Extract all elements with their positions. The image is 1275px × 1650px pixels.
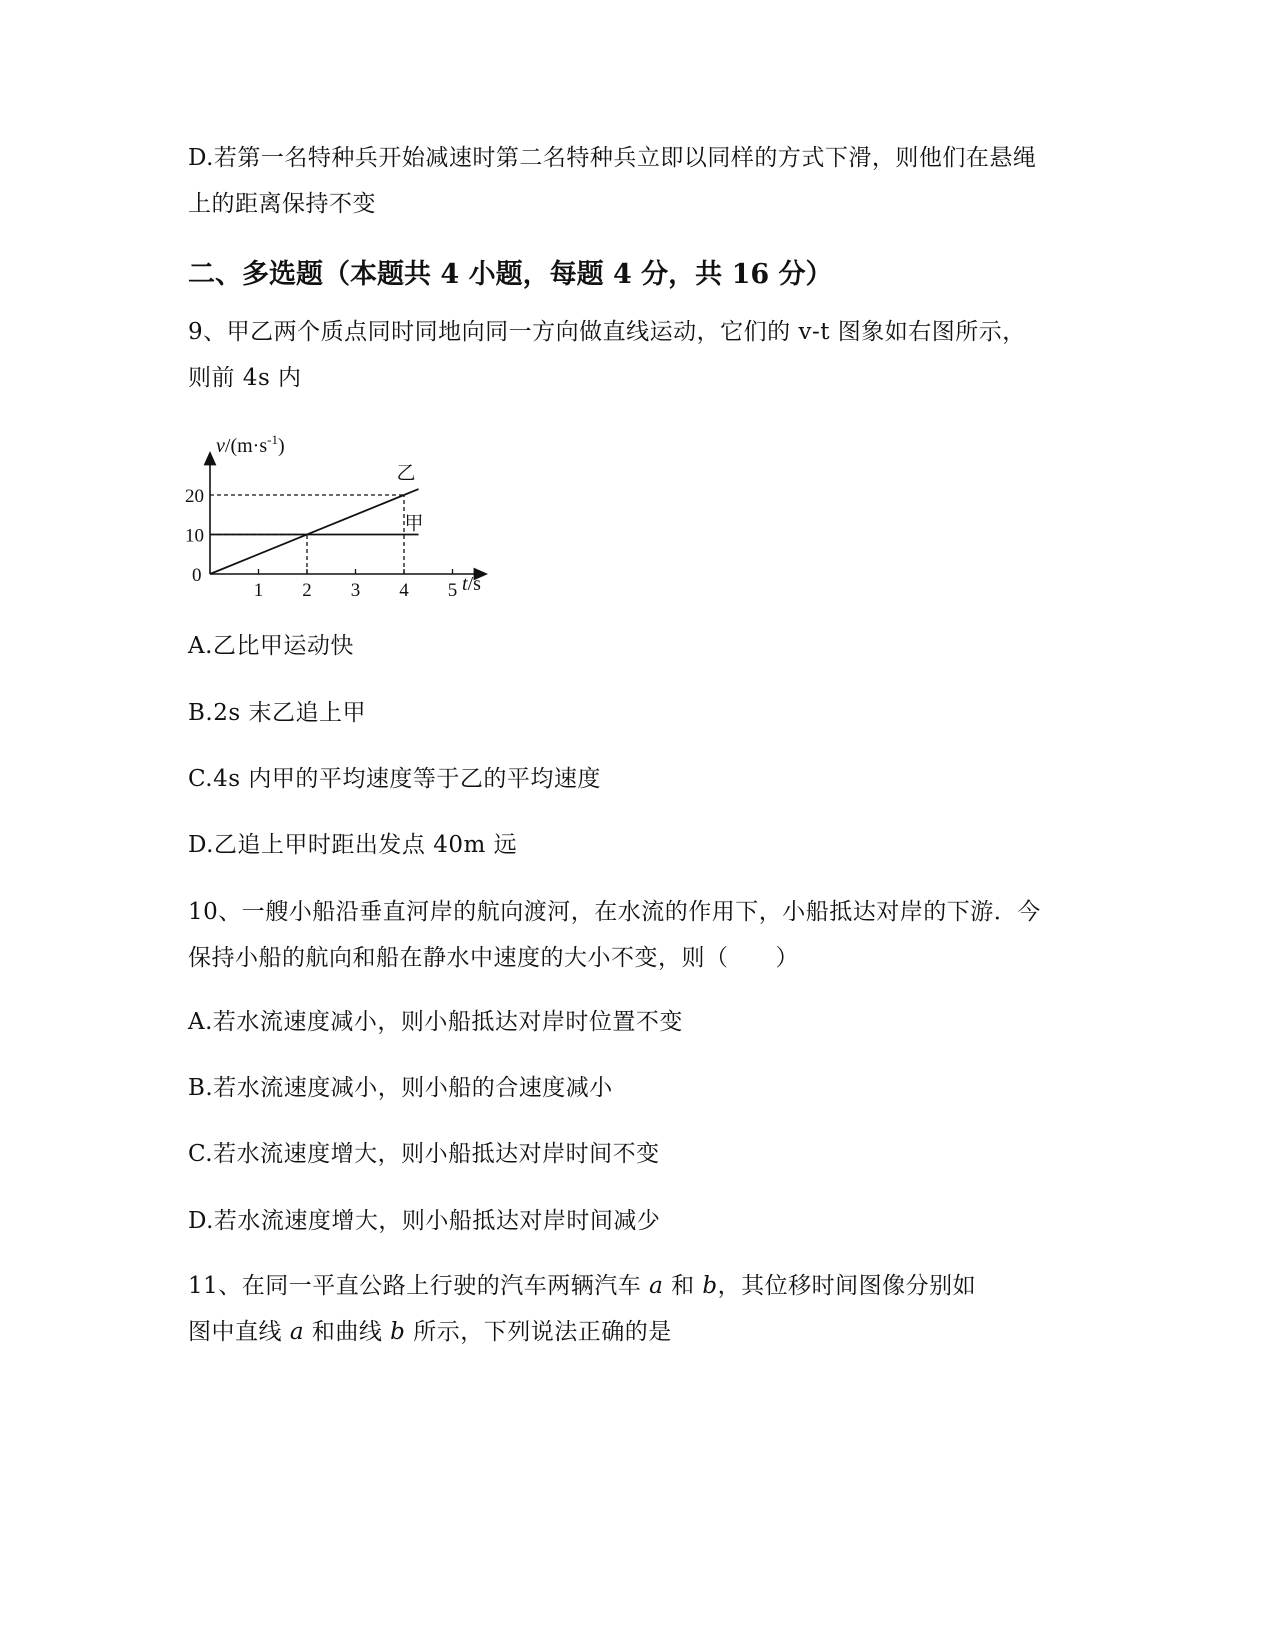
q9-option-b: B.2s 末乙追上甲 bbox=[188, 700, 366, 726]
q11-var-a: a bbox=[649, 1273, 664, 1299]
y-axis-exp: -1 bbox=[267, 432, 278, 447]
x-tick-label-2: 2 bbox=[302, 580, 312, 601]
y-axis-unit: /(m·s bbox=[224, 435, 268, 457]
q11-text-3: ，其位移时间图像分别如 bbox=[717, 1273, 977, 1299]
q10-stem-line1: 10、一艘小船沿垂直河岸的航向渡河，在水流的作用下，小船抵达对岸的下游．今 bbox=[188, 899, 1041, 925]
prev-option-d-line2: 上的距离保持不变 bbox=[188, 191, 376, 217]
q10-option-d: D.若水流速度增大，则小船抵达对岸时间减少 bbox=[188, 1208, 661, 1234]
q11-text-4: 图中直线 bbox=[188, 1319, 290, 1345]
q11-var-b: b bbox=[702, 1273, 718, 1299]
q11-line2-var-b: b bbox=[390, 1319, 406, 1345]
x-axis-label bbox=[462, 573, 481, 595]
q11-text-1: 11、在同一平直公路上行驶的汽车两辆汽车 bbox=[188, 1273, 650, 1299]
y-axis-var: v bbox=[216, 435, 225, 457]
y-axis-label bbox=[216, 432, 285, 457]
origin-label: 0 bbox=[192, 565, 202, 586]
q10-stem-line2: 保持小船的航向和船在静水中速度的大小不变，则（ ） bbox=[188, 945, 799, 971]
x-tick-label-4: 4 bbox=[399, 580, 409, 601]
q11-text-6: 所示，下列说法正确的是 bbox=[405, 1319, 672, 1345]
q10-option-a: A.若水流速度减小，则小船抵达对岸时位置不变 bbox=[188, 1009, 683, 1035]
series-label-0: 甲 bbox=[404, 513, 424, 535]
x-tick-label-5: 5 bbox=[447, 580, 458, 601]
y-tick-label-20: 20 bbox=[185, 486, 204, 507]
x-axis-var: t bbox=[462, 573, 468, 595]
section-heading: 二、多选题（本题共 4 小题，每题 4 分，共 16 分） bbox=[188, 259, 833, 290]
prev-option-d-line1: D.若第一名特种兵开始减速时第二名特种兵立即以同样的方式下滑，则他们在悬绳 bbox=[188, 145, 1037, 171]
y-tick-label-10: 10 bbox=[185, 525, 204, 547]
q9-stem-line1: 9、甲乙两个质点同时同地向同一方向做直线运动，它们的 v-t 图象如右图所示， bbox=[188, 319, 1026, 345]
q11-stem-line1 bbox=[188, 1271, 976, 1301]
q10-option-b: B.若水流速度减小，则小船的合速度减小 bbox=[188, 1075, 613, 1101]
q10-option-c: C.若水流速度增大，则小船抵达对岸时间不变 bbox=[188, 1141, 660, 1167]
q9-stem-line2: 则前 4s 内 bbox=[188, 365, 302, 391]
q11-text-5: 和曲线 bbox=[304, 1319, 391, 1345]
q11-line2-var-a: a bbox=[289, 1319, 305, 1345]
series-line-1 bbox=[210, 489, 419, 574]
y-axis-close: ) bbox=[277, 435, 285, 457]
x-tick-label-1: 1 bbox=[253, 580, 264, 601]
vt-chart bbox=[170, 430, 500, 620]
q11-text-2: 和 bbox=[663, 1273, 703, 1299]
x-axis-unit: /s bbox=[467, 573, 481, 595]
q9-option-d: D.乙追上甲时距出发点 40m 远 bbox=[188, 832, 518, 858]
series-label-1: 乙 bbox=[396, 463, 416, 485]
q9-option-c: C.4s 内甲的平均速度等于乙的平均速度 bbox=[188, 766, 601, 792]
q9-option-a: A.乙比甲运动快 bbox=[188, 633, 354, 659]
q11-stem-line2 bbox=[188, 1317, 672, 1347]
x-tick-label-3: 3 bbox=[350, 580, 361, 601]
